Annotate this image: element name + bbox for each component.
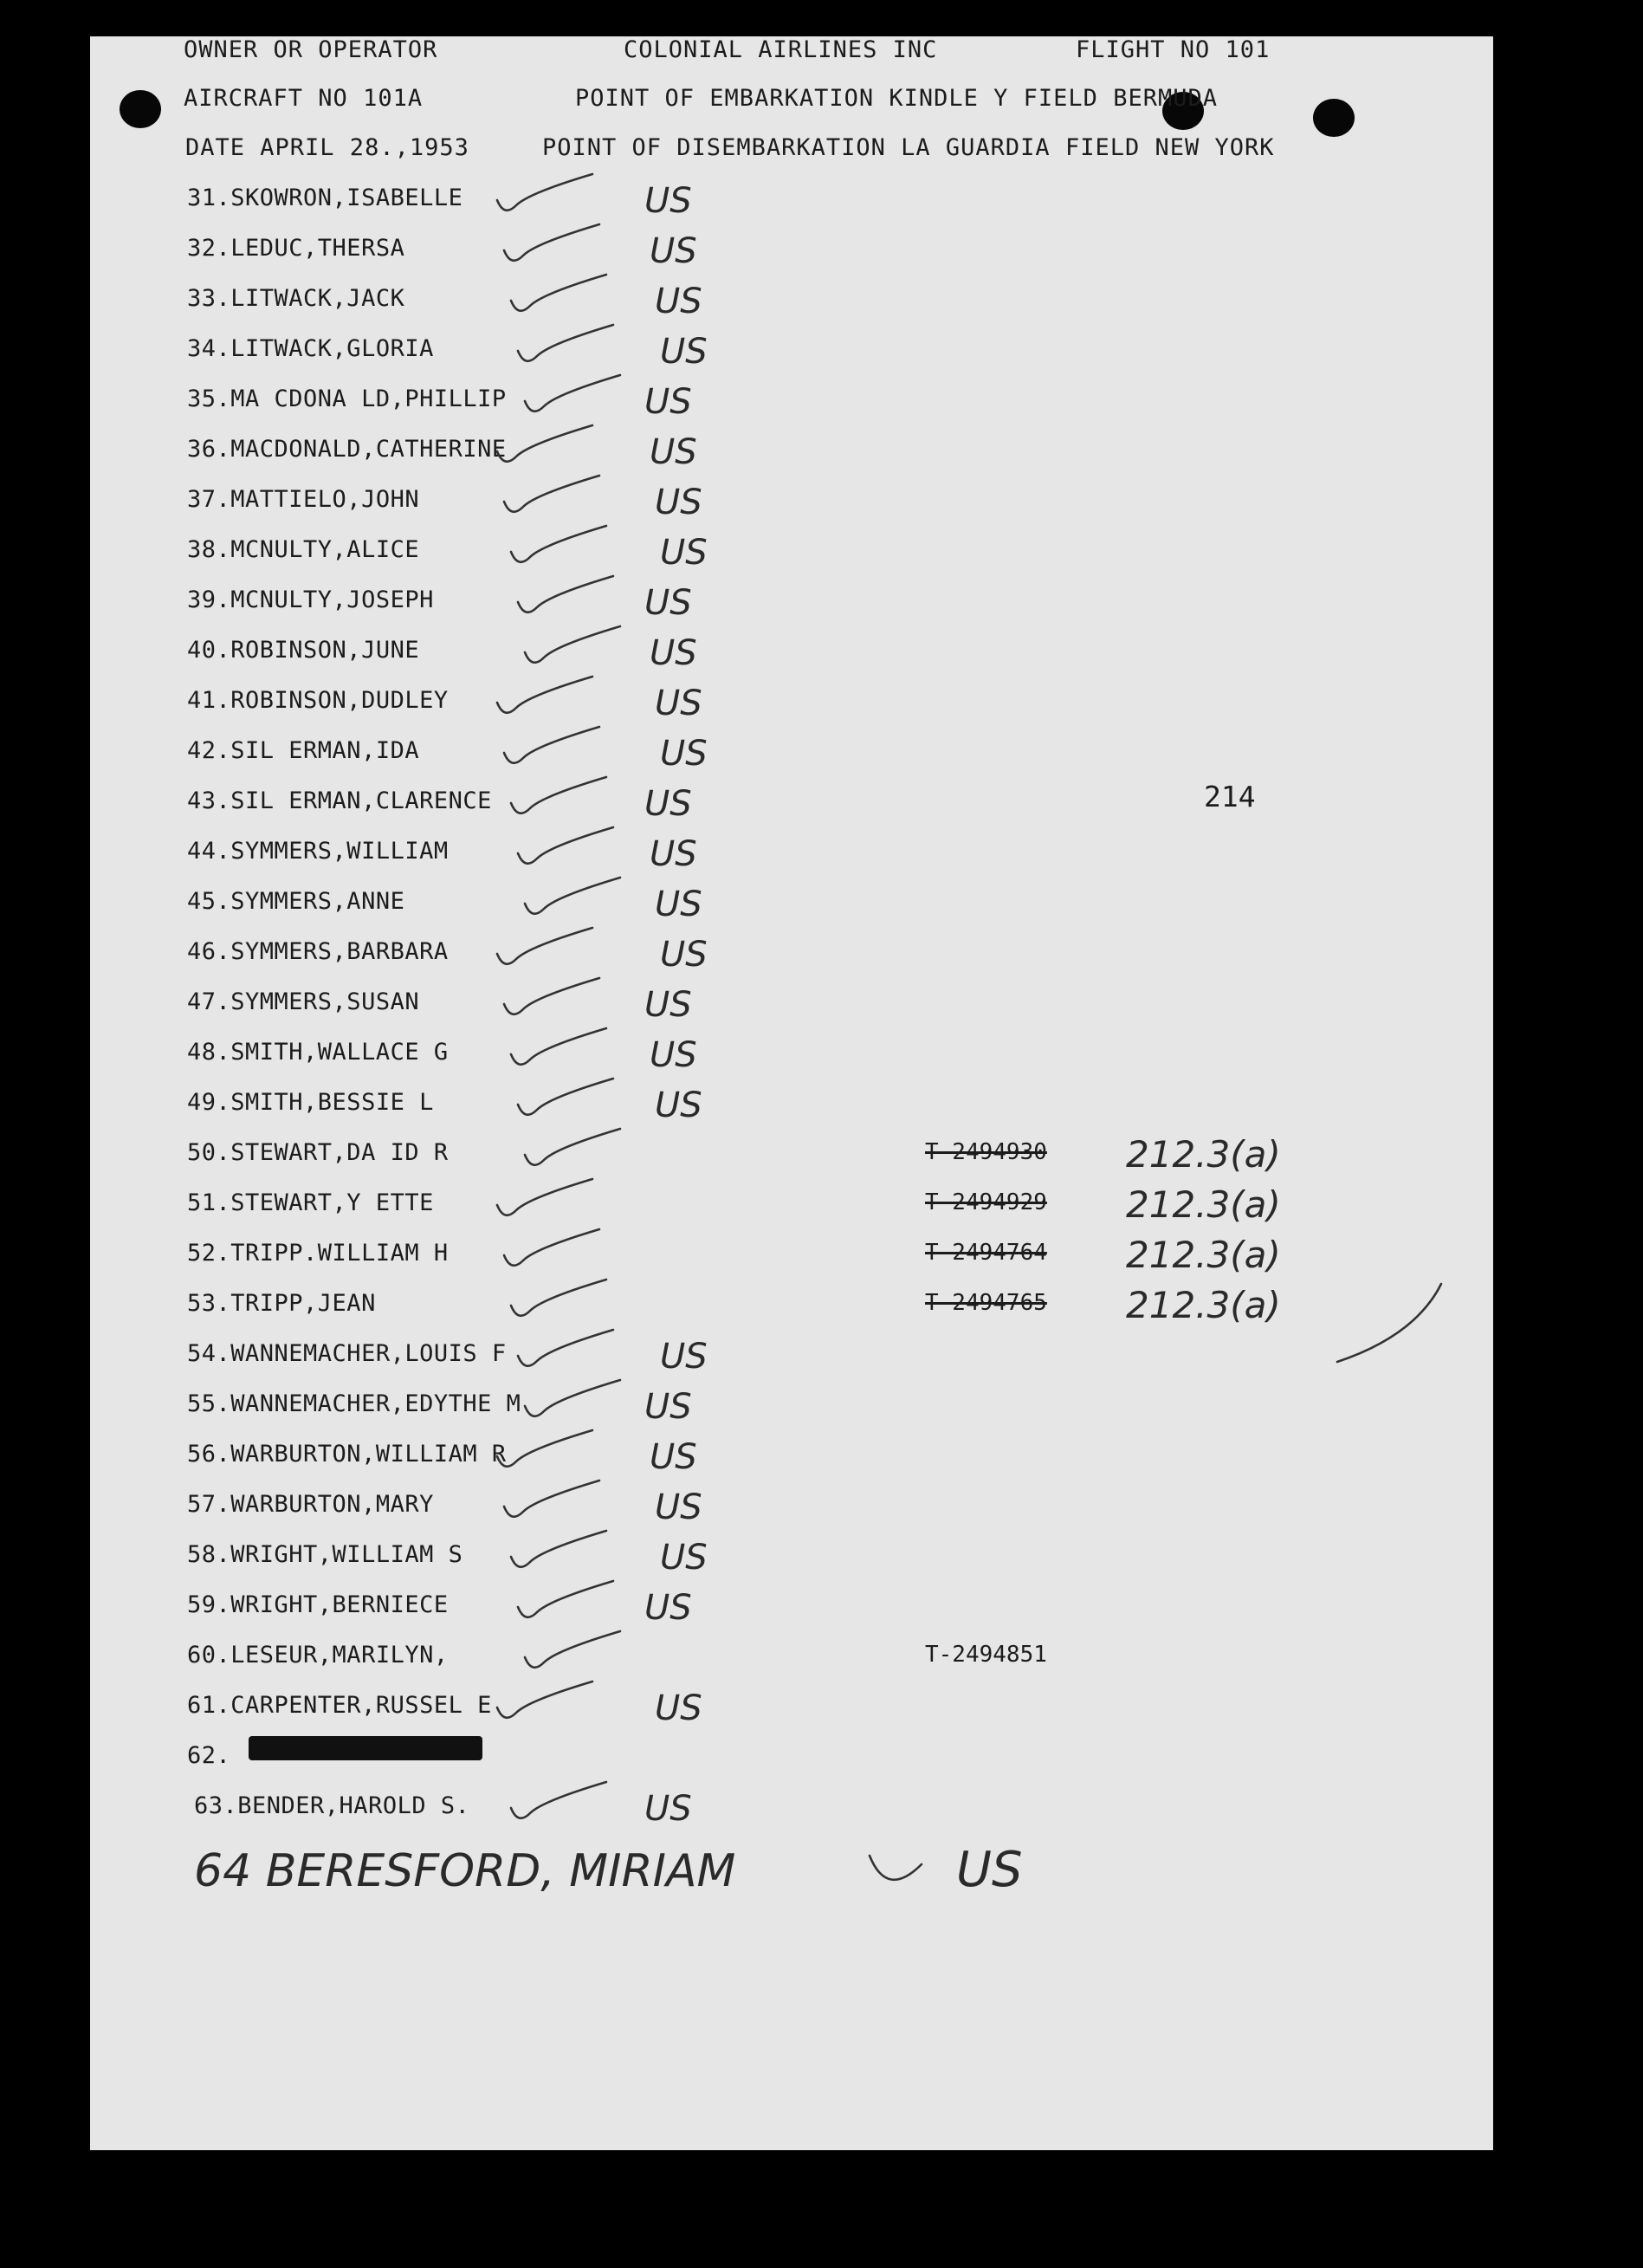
us-mark: US	[650, 834, 697, 874]
passenger-row: 44.SYMMERS,WILLIAM	[187, 838, 449, 865]
passenger-row: 59.WRIGHT,BERNIECE	[187, 1591, 449, 1618]
check-mark	[497, 677, 592, 713]
handwritten-passenger-entry: 64 BERESFORD, MIRIAM	[194, 1845, 736, 1897]
passenger-row: 52.TRIPP.WILLIAM H	[187, 1240, 449, 1267]
passenger-row: 50.STEWART,DA ID R	[187, 1139, 449, 1166]
visa-code-annotation: 212.3(a)	[1126, 1284, 1281, 1326]
us-mark: US	[650, 633, 697, 673]
embarkation-point: POINT OF EMBARKATION KINDLE Y FIELD BERMUDA	[575, 85, 1218, 112]
us-mark: US	[650, 1035, 697, 1075]
manifest-page	[90, 36, 1493, 2150]
check-mark	[497, 1682, 592, 1718]
check-mark	[497, 425, 592, 462]
ticket-number-struck: T-2494765	[925, 1290, 1047, 1316]
visa-code-annotation: 212.3(a)	[1126, 1183, 1281, 1226]
us-mark: US	[655, 1688, 702, 1728]
passenger-row: 35.MA CDONA LD,PHILLIP	[187, 386, 507, 412]
passenger-row: 42.SIL ERMAN,IDA	[187, 737, 420, 764]
check-mark	[497, 1430, 592, 1467]
check-mark	[511, 1280, 606, 1316]
check-mark	[525, 878, 620, 914]
ticket-number-struck: T-2494929	[925, 1189, 1047, 1215]
passenger-row: 54.WANNEMACHER,LOUIS F	[187, 1340, 507, 1367]
check-mark	[511, 526, 606, 562]
flight-number: FLIGHT NO 101	[1076, 36, 1271, 63]
check-mark	[518, 325, 613, 361]
check-mark	[518, 576, 613, 612]
us-mark: US	[660, 1337, 708, 1377]
us-mark: US	[650, 231, 697, 271]
passenger-row: 57.WARBURTON,MARY	[187, 1491, 434, 1518]
passenger-row: 36.MACDONALD,CATHERINE	[187, 436, 507, 463]
us-mark: US	[644, 181, 692, 221]
check-mark	[511, 275, 606, 311]
ticket-number: T-2494851	[925, 1642, 1047, 1668]
passenger-row: 62.	[187, 1742, 231, 1769]
passenger-row: 53.TRIPP,JEAN	[187, 1290, 376, 1317]
us-mark: US	[655, 1487, 702, 1527]
aircraft-number: AIRCRAFT NO 101A	[184, 85, 424, 112]
passenger-row: 32.LEDUC,THERSA	[187, 235, 405, 262]
passenger-row: 58.WRIGHT,WILLIAM S	[187, 1541, 463, 1568]
us-mark: US	[644, 1588, 692, 1628]
us-mark: US	[644, 985, 692, 1025]
manifest-date: DATE APRIL 28.,1953	[185, 134, 469, 161]
passenger-row: 31.SKOWRON,ISABELLE	[187, 185, 463, 211]
check-mark	[518, 1330, 613, 1366]
passenger-row: 48.SMITH,WALLACE G	[187, 1039, 449, 1066]
passenger-row: 40.ROBINSON,JUNE	[187, 637, 420, 664]
us-mark: US	[655, 684, 702, 723]
check-mark	[511, 1531, 606, 1567]
check-mark	[504, 1481, 599, 1517]
passenger-row: 41.ROBINSON,DUDLEY	[187, 687, 449, 714]
us-mark: US	[644, 784, 692, 824]
passenger-row: 55.WANNEMACHER,EDYTHE M	[187, 1390, 521, 1417]
us-mark: US	[655, 885, 702, 924]
check-mark	[504, 1229, 599, 1266]
passenger-row: 63.BENDER,HAROLD S.	[194, 1792, 470, 1819]
us-mark: US	[660, 332, 708, 372]
page-number: 214	[1204, 780, 1256, 813]
passenger-row: 38.MCNULTY,ALICE	[187, 536, 420, 563]
check-mark	[511, 777, 606, 813]
passenger-row: 33.LITWACK,JACK	[187, 285, 405, 312]
us-mark: US	[644, 1789, 692, 1829]
us-mark: US	[660, 734, 708, 774]
us-mark: US	[660, 1538, 708, 1578]
ticket-number-struck: T-2494930	[925, 1139, 1047, 1165]
check-mark	[497, 1179, 592, 1215]
check-mark	[518, 1581, 613, 1617]
check-mark	[504, 978, 599, 1014]
visa-code-annotation: 212.3(a)	[1126, 1133, 1281, 1176]
passenger-row: 37.MATTIELO,JOHN	[187, 486, 420, 513]
check-mark	[504, 224, 599, 261]
us-mark: US	[650, 1437, 697, 1477]
passenger-row: 39.MCNULTY,JOSEPH	[187, 586, 434, 613]
ticket-number-struck: T-2494764	[925, 1240, 1047, 1266]
check-mark	[525, 375, 620, 411]
check-mark	[504, 476, 599, 512]
us-mark: US	[655, 1085, 702, 1125]
check-mark	[525, 1631, 620, 1668]
passenger-row: 47.SYMMERS,SUSAN	[187, 988, 420, 1015]
disembarkation-point: POINT OF DISEMBARKATION LA GUARDIA FIELD NEW YORK	[542, 134, 1275, 161]
us-mark: US	[644, 1387, 692, 1427]
owner-label: OWNER OR OPERATOR	[184, 36, 438, 63]
passenger-row: 61.CARPENTER,RUSSEL E	[187, 1692, 492, 1719]
check-mark	[525, 626, 620, 663]
check-mark	[525, 1380, 620, 1416]
us-annotation: US	[956, 1842, 1023, 1898]
us-mark: US	[644, 382, 692, 422]
check-mark	[518, 1079, 613, 1115]
passenger-row: 60.LESEUR,MARILYN,	[187, 1642, 449, 1669]
visa-code-annotation: 212.3(a)	[1126, 1234, 1281, 1276]
passenger-row: 34.LITWACK,GLORIA	[187, 335, 434, 362]
us-mark: US	[644, 583, 692, 623]
passenger-row: 43.SIL ERMAN,CLARENCE	[187, 787, 492, 814]
us-mark: US	[660, 935, 708, 975]
check-mark	[525, 1129, 620, 1165]
check-mark	[518, 827, 613, 864]
us-mark: US	[655, 282, 702, 321]
passenger-row: 49.SMITH,BESSIE L	[187, 1089, 434, 1116]
check-mark	[497, 928, 592, 964]
passenger-row: 56.WARBURTON,WILLIAM R	[187, 1441, 507, 1468]
passenger-row: 45.SYMMERS,ANNE	[187, 888, 405, 915]
check-mark	[504, 727, 599, 763]
check-mark	[511, 1782, 606, 1818]
us-mark: US	[655, 483, 702, 522]
check-mark	[511, 1028, 606, 1065]
passenger-row: 46.SYMMERS,BARBARA	[187, 938, 449, 965]
passenger-row: 51.STEWART,Y ETTE	[187, 1189, 434, 1216]
handwritten-marks	[90, 36, 1493, 2150]
us-mark: US	[660, 533, 708, 573]
check-mark	[497, 174, 592, 211]
us-mark: US	[650, 432, 697, 472]
airline-name: COLONIAL AIRLINES INC	[624, 36, 938, 63]
